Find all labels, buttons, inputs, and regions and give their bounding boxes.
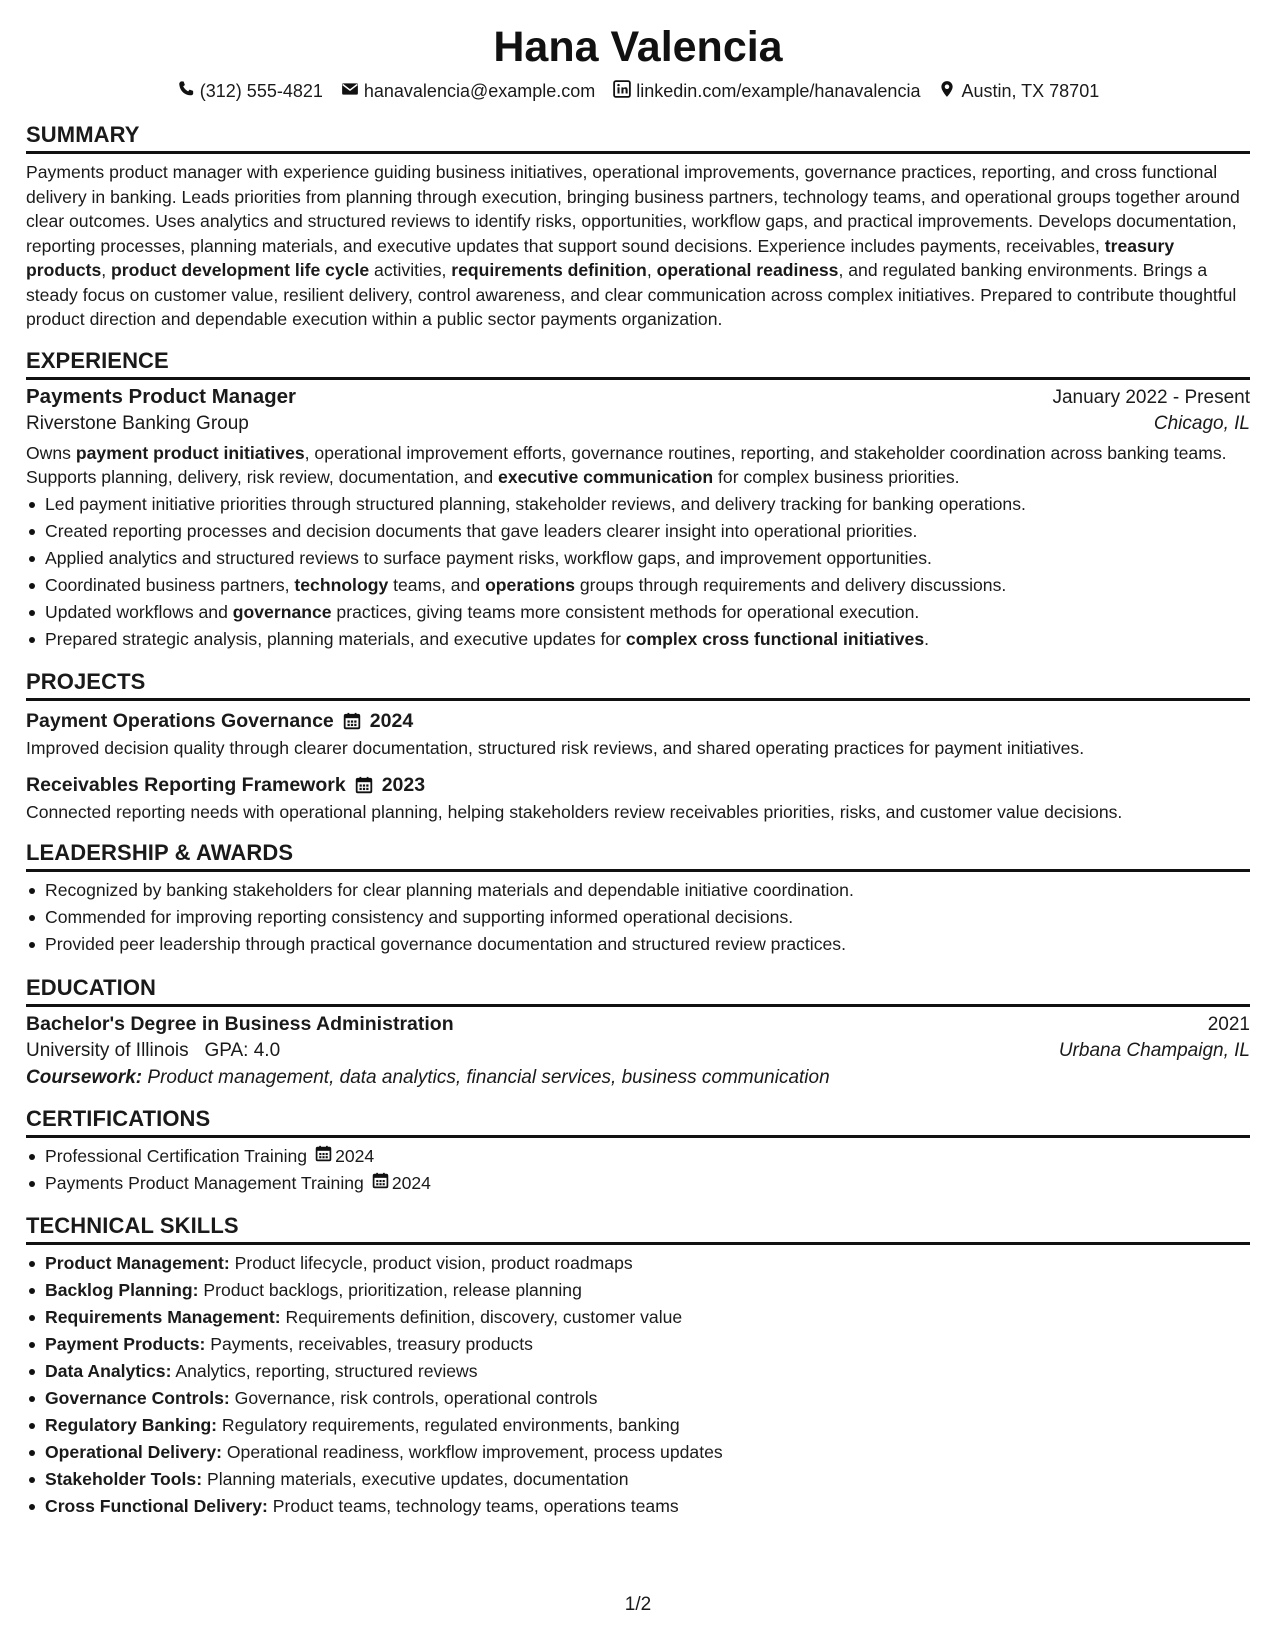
contact-phone[interactable] bbox=[177, 80, 323, 103]
contact-email[interactable] bbox=[341, 80, 595, 103]
list-item: Applied analytics and structured reviews to surface payment risks, workflow gaps, and improvement opportunities. bbox=[26, 545, 1250, 572]
list-item: Updated workflows and governance practices, giving teams more consistent methods for operational execution. bbox=[26, 599, 1250, 626]
envelope-icon bbox=[341, 80, 359, 103]
linkedin-text: linkedin.com/example/hanavalencia bbox=[636, 80, 921, 101]
project-title: Receivables Reporting Framework 2023 bbox=[26, 773, 426, 796]
list-item: Cross Functional Delivery: Product teams, technology teams, operations teams bbox=[26, 1493, 1250, 1520]
list-item: Governance Controls: Governance, risk controls, operational controls bbox=[26, 1385, 1250, 1412]
calendar-icon bbox=[355, 776, 373, 794]
school-info: University of Illinois GPA: 4.0 bbox=[26, 1039, 281, 1061]
job-title: Payments Product Manager bbox=[26, 384, 296, 408]
job-location: Chicago, IL bbox=[1153, 412, 1250, 434]
skills-list bbox=[26, 1250, 1250, 1520]
list-item: Commended for improving reporting consistency and supporting informed operational decisions. bbox=[26, 904, 1250, 931]
list-item: Operational Delivery: Operational readiness, workflow improvement, process updates bbox=[26, 1439, 1250, 1466]
section-title-experience: EXPERIENCE bbox=[26, 348, 1250, 380]
coursework: Coursework: Product management, data analytics, financial services, business communication bbox=[26, 1066, 830, 1088]
map-pin-icon bbox=[938, 80, 956, 103]
contact-location bbox=[938, 80, 1099, 103]
page-number: 1/2 bbox=[624, 1594, 652, 1615]
job-header-row bbox=[26, 385, 1250, 409]
resume-page bbox=[26, 0, 1250, 1650]
certifications-section bbox=[26, 1106, 1250, 1197]
project-description: Connected reporting needs with operational planning, helping stakeholders review receivables priorities, risks, and customer value decisions. bbox=[26, 801, 1123, 822]
school-location: Urbana Champaign, IL bbox=[1058, 1039, 1250, 1061]
education-section bbox=[26, 975, 1250, 1089]
phone-icon bbox=[177, 80, 195, 103]
list-item: Coordinated business partners, technology teams, and operations groups through requirements and delivery discussions. bbox=[26, 572, 1250, 599]
job-bullets bbox=[26, 491, 1250, 653]
experience-section bbox=[26, 348, 1250, 653]
list-item: Requirements Management: Requirements definition, discovery, customer value bbox=[26, 1304, 1250, 1331]
project-title: Payment Operations Governance 2024 bbox=[26, 709, 414, 732]
company-name: Riverstone Banking Group bbox=[26, 412, 249, 434]
school-row bbox=[26, 1040, 1250, 1062]
list-item: Stakeholder Tools: Planning materials, executive updates, documentation bbox=[26, 1466, 1250, 1493]
section-title-skills: TECHNICAL SKILLS bbox=[26, 1213, 1250, 1245]
degree-row bbox=[26, 1013, 1250, 1036]
contact-bar bbox=[26, 78, 1250, 104]
skills-section bbox=[26, 1213, 1250, 1520]
job-dates: January 2022 - Present bbox=[1052, 386, 1250, 408]
section-title-leadership: LEADERSHIP & AWARDS bbox=[26, 840, 1250, 872]
leadership-bullets bbox=[26, 877, 1250, 958]
certification-list bbox=[26, 1143, 1250, 1197]
list-item: Created reporting processes and decision documents that gave leaders clearer insight into operational priorities. bbox=[26, 518, 1250, 545]
list-item: Led payment initiative priorities through structured planning, stakeholder reviews, and delivery tracking for banking operations. bbox=[26, 491, 1250, 518]
job-company-row bbox=[26, 413, 1250, 435]
graduation-year: 2021 bbox=[1207, 1013, 1250, 1035]
location-text: Austin, TX 78701 bbox=[961, 80, 1100, 101]
section-title-education: EDUCATION bbox=[26, 975, 1250, 1007]
list-item: Provided peer leadership through practical governance documentation and structured review practices. bbox=[26, 931, 1250, 958]
linkedin-icon bbox=[613, 80, 631, 103]
list-item: Payment Products: Payments, receivables, treasury products bbox=[26, 1331, 1250, 1358]
section-title-certifications: CERTIFICATIONS bbox=[26, 1106, 1250, 1138]
calendar-icon bbox=[315, 1143, 332, 1170]
contact-linkedin[interactable] bbox=[613, 80, 920, 103]
list-item: Backlog Planning: Product backlogs, prioritization, release planning bbox=[26, 1277, 1250, 1304]
summary-section bbox=[26, 122, 1250, 332]
degree-name: Bachelor's Degree in Business Administration bbox=[26, 1012, 454, 1035]
list-item: Payments Product Management Training 2024 bbox=[26, 1170, 1250, 1197]
leadership-section bbox=[26, 840, 1250, 958]
email-text: hanavalencia@example.com bbox=[363, 80, 596, 101]
job-description: Owns payment product initiatives, operational improvement efforts, governance routines, reporting, and stakeholder coordination across banking teams. Supports planning, delivery, risk review, documentation, and executive communication for complex business priorities. bbox=[26, 442, 1227, 487]
project-description: Improved decision quality through clearer documentation, structured risk reviews, and shared operating practices for payment initiatives. bbox=[26, 737, 1085, 758]
list-item: Recognized by banking stakeholders for clear planning materials and dependable initiative coordination. bbox=[26, 877, 1250, 904]
projects-section bbox=[26, 669, 1250, 824]
list-item: Product Management: Product lifecycle, product vision, product roadmaps bbox=[26, 1250, 1250, 1277]
section-title-summary: SUMMARY bbox=[26, 122, 1250, 154]
list-item: Data Analytics: Analytics, reporting, structured reviews bbox=[26, 1358, 1250, 1385]
list-item: Professional Certification Training 2024 bbox=[26, 1143, 1250, 1170]
calendar-icon bbox=[343, 712, 361, 730]
list-item: Regulatory Banking: Regulatory requirements, regulated environments, banking bbox=[26, 1412, 1250, 1439]
section-title-projects: PROJECTS bbox=[26, 669, 1250, 701]
candidate-name: Hana Valencia bbox=[493, 23, 783, 71]
phone-text: (312) 555-4821 bbox=[199, 80, 323, 101]
list-item: Prepared strategic analysis, planning materials, and executive updates for complex cross functional initiatives. bbox=[26, 626, 1250, 653]
calendar-icon bbox=[372, 1170, 389, 1197]
summary-text: Payments product manager with experience guiding business initiatives, operational improvements, governance practices, reporting, and cross functional delivery in banking. Leads priorities from planning through execution, bringing business partners, technology teams, and operational groups together around clear outcomes. Uses analytics and structured reviews to identify risks, opportunities, workflow gaps, and practical improvements. Develops documentation, reporting processes, planning materials, and executive updates that support sound decisions. Experience includes payments, receivables, treasury products, product development life cycle activities, requirements definition, operational readiness, and regulated banking environments. Brings a steady focus on customer value, resilient delivery, control awareness, and clear communication across complex initiatives. Prepared to contribute thoughtful product direction and dependable execution within a public sector payments organization. bbox=[26, 162, 1240, 329]
